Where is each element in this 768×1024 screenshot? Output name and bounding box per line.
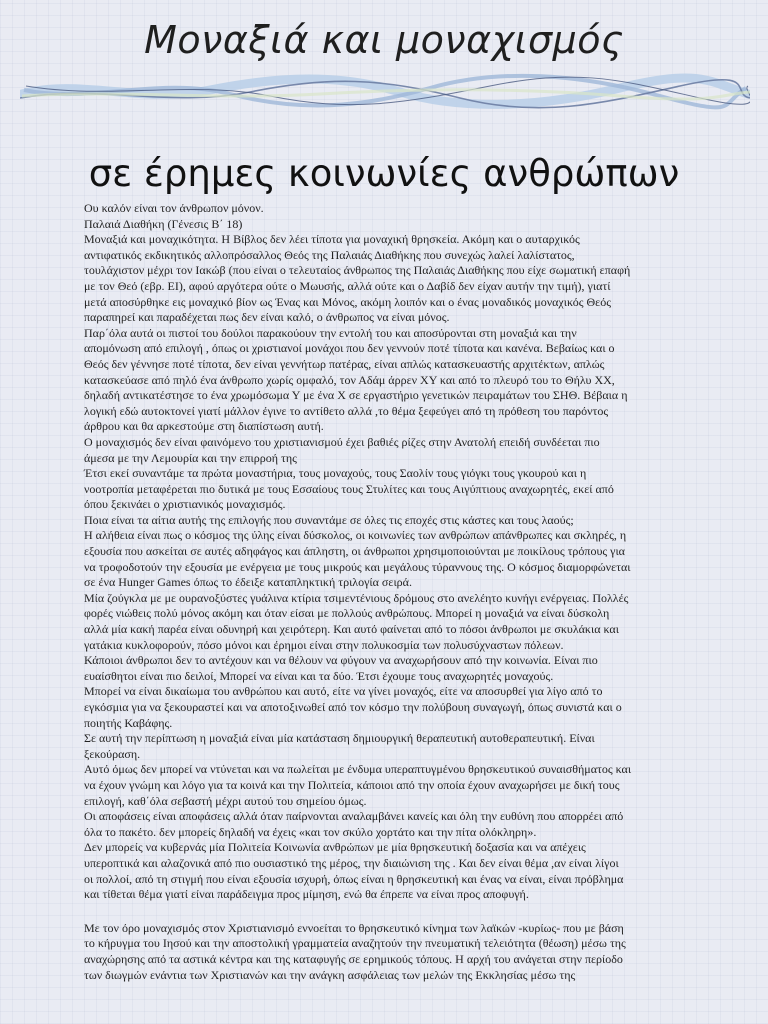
text-line: να έχουν γνώμη και λόγο για τα κοινά και την Πολιτεία, κάποιοι από την οποία έχουν αναχωρήσει με δική τους [84,777,620,792]
text-line: Ου καλόν είναι τον άνθρωπον μόνον. [84,201,264,215]
text-line: Θεός δεν γέννησε ποτέ τίποτα, δεν είναι γεννήτωρ πατέρας, είναι απλώς κατασκευαστής αρχιτέκτων, απλώς [84,356,605,371]
text-line: Μία ζούγκλα με με ουρανοξύστες γυάλινα κτίρια τσιμεντένιους δρόμους στο ανελέητο κυνήγι ενέργειας. Πολλές [84,590,629,605]
text-line: εξουσία που ασκείται σε αυτές αδηφάγος και άπληστη, οι άνθρωποι χρησιμοποιούνται με ποικίλους τρόπους για [84,544,625,559]
text-line: Αυτό όμως δεν μπορεί να ντύνεται και να πωλείται με ένδυμα υπεραπτυγμένου θρησκευτικού συναισθήματος και [84,762,632,777]
text-line: μετά αποσύρθηκε εις μοναχικό βίον ως Ένας και Μόνος, ακόμη λοιπόν και ο ένας μοναδικός μοναχικός Θεός [84,294,611,309]
text-line: εγκόσμια για να ξεκουραστεί και να αποτοξινωθεί από τον κόσμο την πολύβουη συναγωγή, όπως συνιστά και ο [84,700,622,714]
decorative-divider [20,64,750,120]
text-line: το κήρυγμα του Ιησού και την αποστολική γραμματεία αναζητούν την πνευματική τελειότητα (θέωση) μέσω της [84,936,626,951]
text-line: φορές νιώθεις πολύ μόνος ακόμη και όταν είσαι με πολλούς ανθρώπους. Μπορεί η μοναξιά να είναι δύσκολη [84,606,610,621]
text-line: ξεκούραση. [84,746,141,761]
text-line: Σε αυτή την περίπτωση η μοναξιά είναι μία κατάσταση δημιουργική θεραπευτική αυτοθεραπευτική. Είναι [84,731,595,746]
text-line: επιλογή, καθ΄όλα σεβαστή μέχρι αυτού του σημείου όμως. [84,793,367,808]
text-line: Έτσι εκεί συναντάμε τα πρώτα μοναστήρια, τους μοναχούς, τους Σαολίν τους γιόγκι τους γκουρού και η [84,466,587,481]
text-line: αντιφατικός εκδικητικός αλλοπρόσαλλος Θεός της Παλαιάς Διαθήκης που συνεχώς λαλεί λαλίστατος, [84,247,575,262]
text-line: παραπηρεί και παραδέχεται πως δεν είναι καλό, ο άνθρωπος να είναι μόνος. [84,310,450,325]
text-line: Η αλήθεια είναι πως ο κόσμος της ύλης είναι δύσκολος, οι κοινωνίες των ανθρώπων απάνθρωπες και σκληρές, η [84,528,627,543]
text-line: Δεν μπορείς να κυβερνάς μία Πολιτεία Κοινωνία ανθρώπων με μία θρησκευτική δοξασία και να απέχεις [84,840,586,855]
text-line: Μπορεί να είναι δικαίωμα του ανθρώπου και αυτό, είτε να γίνει μοναχός, είτε να αποσυρθεί για λίγο από το [84,684,603,699]
text-line: άρθρου και θα αρκεστούμε στη διαπίστωση αυτή. [84,419,324,434]
text-line [84,903,734,921]
article-body [84,201,734,983]
subtitle: σε έρημες κοινωνίες ανθρώπων [88,152,680,195]
text-line: τουλάχιστον μέχρι τον Ιακώβ (που είναι ο τελευταίος άνθρωπος της Παλαιάς Διαθήκης που είχε σωματική επαφή [84,263,631,278]
text-line: απομόνωση από επιλογή , όπως οι χριστιανοί μονάχοι που δεν γεννούν ποτέ τίποτα και κανένα. Βεβαίως και ο [84,341,615,356]
text-line: ευαίσθητοι είναι πιο δειλοί, Μπορεί να είναι και τα δύο. Έτσι έχουμε τους αναχωρητές μοναχούς. [84,668,554,683]
text-line: υπεροπτικά και αλαζονικά από πιο ουσιαστικό της μέρος, την διαιώνιση της . Και δεν είναι θέμα ,αν είναι λίγοι [84,855,619,870]
page-title: Μοναξιά και μοναχισμός [144,18,624,62]
text-line: αναχώρησης από τα αστικά κέντρα και της καταφυγής σε ερημικούς τόπους. Η αρχή του ανάγεται στην περίοδο [84,951,623,966]
text-line: με τον Θεό (εβρ. ΕΙ), αφού αργότερα ούτε ο Μωυσής, αλλά ούτε και ο Δαβίδ δεν είχαν αυτήν την τιμή), γιατί [84,278,611,293]
text-line: Παλαιά Διαθήκη (Γένεσις Β΄ 18) [84,216,243,231]
text-line: ποιητής Καβάφης. [84,715,173,730]
text-line: σε ένα Hunger Games όπως το έδειξε καταπληκτική τριλογία σειρά. [84,575,412,590]
text-line: Οι αποφάσεις είναι αποφάσεις αλλά όταν παίρνονται αναλαμβάνει κανείς και όλη την ευθύνη που απορρέει από [84,809,624,824]
text-line: Ο μοναχισμός δεν είναι φαινόμενο του χριστιανισμού έχει βαθιές ρίζες στην Ανατολή επειδή συνδέεται πιο [84,434,600,449]
text-line: Μοναξιά και μοναχικότητα. Η Βίβλος δεν λέει τίποτα για μοναχική θρησκεία. Ακόμη και ο αυταρχικός [84,232,580,247]
text-line: γατάκια κυκλοφορούν, πόσο μόνοι και έρημοι είναι στην πολυκοσμία των πολυσύχναστων πόλεων. [84,637,564,652]
text-line: και τίθεται θέμα γιατί είναι παράδειγμα προς μίμηση, ενώ θα έπρεπε να είναι προς αποφυγή. [84,887,529,902]
text-line: κατασκεύασε από πηλό ένα άνθρωπο χωρίς ομφαλό, τον Αδάμ άρρεν ΧΥ και από το πλευρό του το Θήλυ ΧΧ, [84,372,615,387]
text-line: Ποια είναι τα αίτια αυτής της επιλογής που συναντάμε σε όλες τις εποχές στις κάστες και τους λαούς; [84,512,574,527]
text-line: δηλαδή αντικατέστησε το ένα χρωμόσωμα Υ με ένα Χ σε εργαστήριο γενετικών πειραμάτων του ΣΗΘ. Βέβαια η [84,388,628,403]
text-line: άμεσα με την Λεμουρία και την επιρροή της [84,450,297,465]
text-line: αλλά μία κακή παρέα είναι οδυνηρή και χειρότερη. Και αυτό φαίνεται από το πόσοι άνθρωποι με σκυλάκια και [84,622,619,637]
text-line: Παρ΄όλα αυτά οι πιστοί του δούλοι παρακούουν την εντολή του και αποσύρονται στη μοναξιά και την [84,325,577,340]
text-line: όλα το πακέτο. δεν μπορείς δηλαδή να έχεις «και τον σκύλο χορτάτο και την πίτα ολόκληρη». [84,824,537,839]
text-line: όπου ξεκινάει ο χριστιανικός μοναχισμός. [84,497,286,512]
text-line: οι πολλοί, από τη στιγμή που είναι εξουσία ισχυρή, όπως είναι η θρησκευτική και ένας να είναι, είναι πρόβλημα [84,871,624,886]
text-line: νοοτροπία μεταφέρεται πιο δυτικά με τους Εσσαίους τους Στυλίτες και τους Αιγύπτιους αναχωρητές, εκεί από [84,481,614,496]
text-line: να τροφοδοτούν την εξουσία με ενέργεια με τους μικρούς και μεγάλους τύραννους της. Ο κόσμος διαμορφώνεται [84,559,631,574]
text-line: Κάποιοι άνθρωποι δεν το αντέχουν και να θέλουν να φύγουν να αναχωρήσουν από την κοινωνία. Είναι πιο [84,653,598,668]
text-line: των διωγμών ενάντια των Χριστιανών και την ανάγκη ασφάλειας των μελών της Εκκλησίας μέσω της [84,967,576,982]
text-line: λογική εδώ αυτοκτονεί γιατί μάλλον έγινε το αντίθετο αλλά ,το θέμα ξεφεύγει από τη πρόθεση του παρόντος [84,403,609,418]
text-line: Με τον όρο μοναχισμός στον Χριστιανισμό εννοείται το θρησκευτικό κίνημα των λαϊκών -κυρίως- που με βάση [84,920,624,935]
